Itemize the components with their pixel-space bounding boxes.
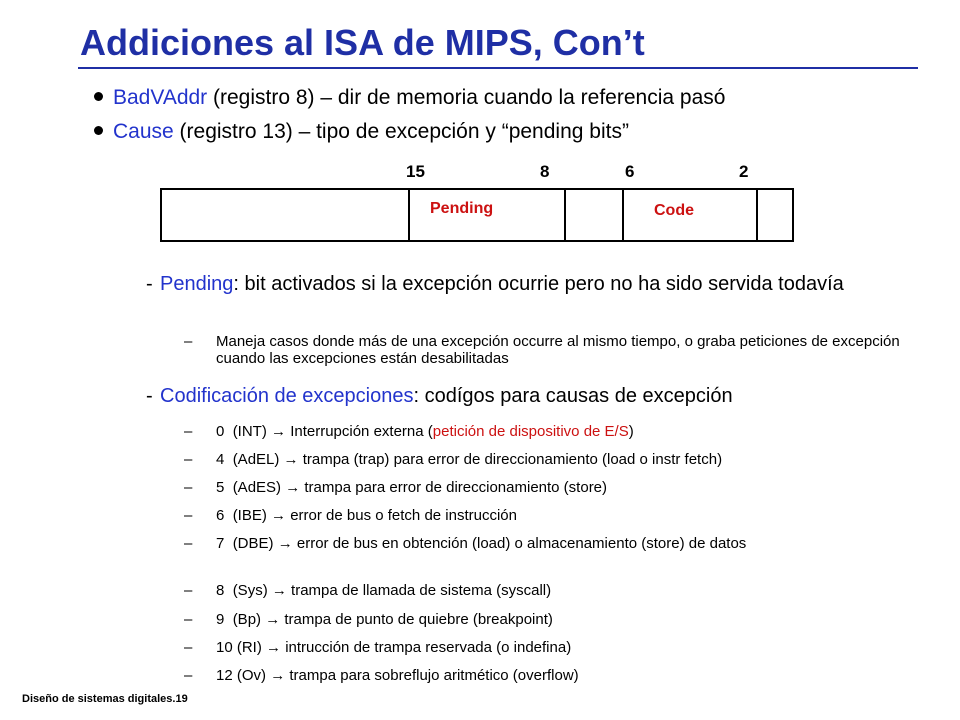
- code-name: (INT): [232, 423, 267, 440]
- code-number: 6: [216, 507, 225, 524]
- pending-text: [146, 273, 916, 295]
- arrow-icon: →: [271, 423, 287, 440]
- field-pending: Pending: [430, 200, 494, 217]
- arrow-icon: →: [266, 639, 282, 656]
- arrow-icon: →: [277, 535, 293, 552]
- dash-mark: –: [184, 451, 193, 468]
- code-name: (Ov): [236, 667, 267, 684]
- code-name: (Sys): [232, 582, 268, 599]
- dash-mark: –: [184, 667, 193, 684]
- arrow-icon: →: [271, 582, 287, 599]
- bullet-dot-icon: [94, 92, 103, 101]
- register-divider: [622, 190, 624, 240]
- codificacion-item: [146, 385, 936, 407]
- code-desc-end: ): [628, 423, 634, 440]
- dash-mark: –: [184, 582, 193, 599]
- code-item: [184, 451, 944, 468]
- slide-title: Addiciones al ISA de MIPS, Con’t: [80, 22, 645, 63]
- code-desc: trampa de punto de quiebre (breakpoint): [284, 611, 553, 628]
- code-desc: error de bus o fetch de instrucción: [290, 507, 517, 524]
- register-divider: [564, 190, 566, 240]
- bullet-text: (registro 8) – dir de memoria cuando la referencia pasó: [207, 86, 726, 109]
- code-number: 8: [216, 582, 225, 599]
- pending-sub-text: Maneja casos donde más de una excepción occurre al mismo tiempo, o graba peticiones de excepción cuando las excepciones están desabilitadas: [216, 333, 900, 367]
- dash-mark: –: [184, 479, 193, 496]
- code-desc: trampa de llamada de sistema (syscall): [291, 582, 552, 599]
- bit-label-8: 8: [540, 162, 550, 181]
- slide-footer: Diseño de sistemas digitales.19: [22, 693, 188, 705]
- code-number: 9: [216, 611, 225, 628]
- code-number: 5: [216, 479, 225, 496]
- code-desc: error de bus en obtención (load) o almacenamiento (store) de datos: [296, 535, 747, 552]
- bullet-cause: [94, 120, 629, 144]
- bit-label-15: 15: [406, 162, 425, 181]
- code-number: 12: [216, 667, 233, 684]
- code-name: (IBE): [232, 507, 267, 524]
- code-desc: Interrupción externa (: [290, 423, 433, 440]
- code-number: 4: [216, 451, 225, 468]
- code-desc: trampa para sobreflujo aritmético (overflow): [289, 667, 579, 684]
- codificacion-text: [146, 385, 936, 407]
- arrow-icon: →: [270, 667, 286, 684]
- register-divider: [408, 190, 410, 240]
- pending-subitem: [184, 333, 944, 367]
- code-name: (DBE): [232, 535, 274, 552]
- code-name: (AdEL): [232, 451, 280, 468]
- code-name: (AdES): [232, 479, 282, 496]
- code-item: [184, 507, 944, 524]
- pending-item: [146, 273, 916, 295]
- bullet-term: BadVAddr: [113, 86, 208, 109]
- dash-mark: –: [184, 535, 193, 552]
- dash-mark: –: [184, 423, 193, 440]
- code-item: [184, 535, 944, 552]
- hyphen-mark: -: [146, 273, 153, 295]
- pending-rest: : bit activados si la excepción ocurrie pero no ha sido servida todavía: [233, 273, 844, 295]
- code-desc: trampa para error de direccionamiento (store): [304, 479, 608, 496]
- bullet-dot-icon: [94, 126, 103, 135]
- code-item: [184, 582, 944, 599]
- pending-term: Pending: [160, 273, 234, 295]
- code-item: [184, 479, 944, 496]
- arrow-icon: →: [271, 507, 287, 524]
- arrow-icon: →: [283, 451, 299, 468]
- bit-label-6: 6: [625, 162, 635, 181]
- code-desc: trampa (trap) para error de direccionamiento (load o instr fetch): [302, 451, 723, 468]
- code-item: [184, 639, 944, 656]
- code-number: 0: [216, 423, 225, 440]
- title-rule: [78, 67, 918, 69]
- arrow-icon: →: [265, 611, 281, 628]
- code-name: (RI): [236, 639, 262, 656]
- dash-mark: –: [184, 333, 193, 350]
- dash-mark: –: [184, 611, 193, 628]
- bit-label-2: 2: [739, 162, 749, 181]
- code-name: (Bp): [232, 611, 262, 628]
- code-item: [184, 667, 944, 684]
- dash-mark: –: [184, 639, 193, 656]
- bullet-badvaddr: [94, 86, 725, 110]
- dash-mark: –: [184, 507, 193, 524]
- hyphen-mark: -: [146, 385, 153, 407]
- code-item: [184, 611, 944, 628]
- code-desc-highlight: petición de dispositivo de E/S: [432, 423, 629, 440]
- codificacion-rest: : codígos para causas de excepción: [413, 385, 733, 407]
- arrow-icon: →: [285, 479, 301, 496]
- field-code: Code: [654, 202, 694, 219]
- code-desc: intrucción de trampa reservada (o indefina): [285, 639, 572, 656]
- code-number: 7: [216, 535, 225, 552]
- bullet-term: Cause: [113, 120, 174, 143]
- code-number: 10: [216, 639, 233, 656]
- bullet-text: (registro 13) – tipo de excepción y “pending bits”: [173, 120, 629, 143]
- code-item: [184, 423, 944, 440]
- codificacion-term: Codificación de excepciones: [160, 385, 414, 407]
- register-divider: [756, 190, 758, 240]
- cause-register: [160, 188, 794, 242]
